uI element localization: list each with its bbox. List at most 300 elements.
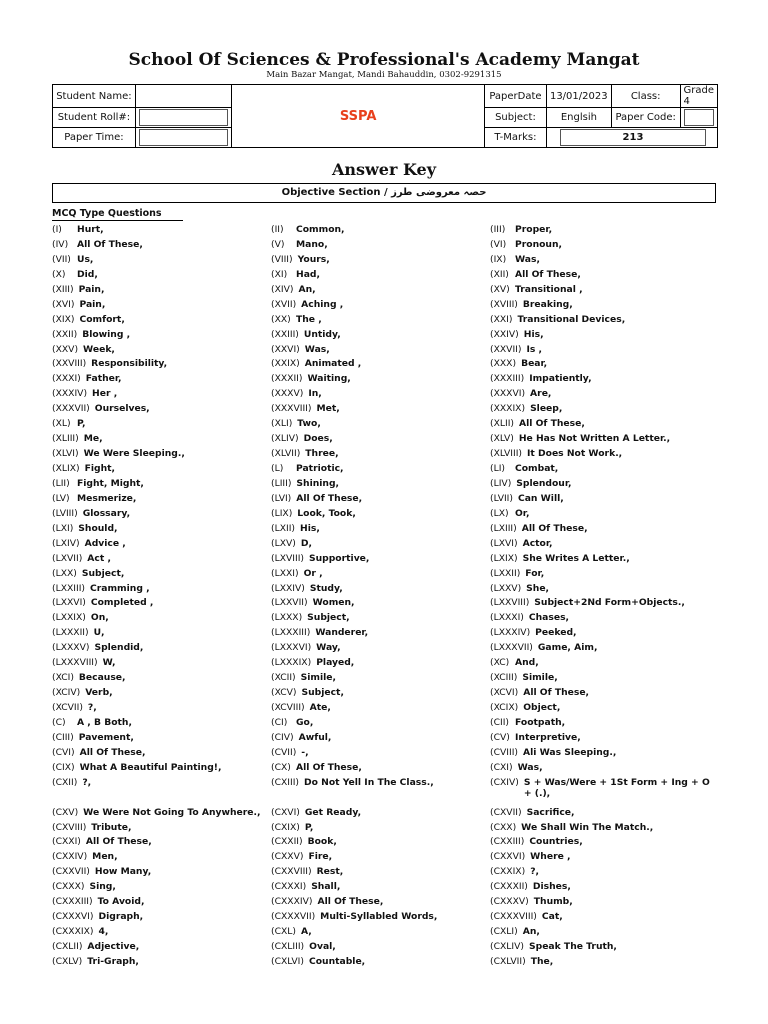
- answer-text: And,: [515, 657, 539, 669]
- answer-item: [271, 284, 496, 299]
- answer-item: [490, 762, 715, 777]
- answer-item: [52, 762, 277, 777]
- student-roll-field[interactable]: [135, 108, 232, 128]
- question-number: (CXXXVIII): [490, 911, 537, 923]
- answer-text: Thumb,: [533, 896, 573, 908]
- answer-text: Tri-Graph,: [87, 955, 139, 967]
- answer-item: [52, 687, 277, 702]
- answer-item: [271, 523, 496, 538]
- question-number: (XXIX): [271, 358, 300, 370]
- answer-item: [271, 314, 496, 329]
- answer-text: Can Will,: [517, 492, 564, 504]
- answer-item: [271, 836, 496, 851]
- answer-text: Her ,: [92, 388, 118, 400]
- school-title: School Of Sciences & Professional's Academy Mangat: [128, 50, 640, 70]
- answer-item: [52, 299, 277, 314]
- question-number: (XCV): [271, 687, 297, 699]
- answer-item: [271, 896, 496, 911]
- answer-text: All Of These,: [515, 268, 581, 280]
- question-number: (LXXIX): [52, 612, 86, 624]
- subject-value: Englsih: [546, 108, 611, 128]
- answer-text: Peeked,: [535, 627, 577, 639]
- answer-item: [52, 732, 277, 747]
- question-number: (CXXXVII): [271, 911, 316, 923]
- answer-item: [271, 299, 496, 314]
- question-number: (CXIX): [271, 821, 300, 833]
- answer-text: Study,: [309, 582, 343, 594]
- answer-text: It Does Not Work.,: [527, 448, 623, 460]
- student-name-field[interactable]: [135, 85, 232, 108]
- question-number: (CXXXVI): [52, 911, 94, 923]
- answer-item: [52, 657, 277, 672]
- question-number: (LXII): [271, 522, 296, 534]
- answer-text: Advice ,: [84, 537, 126, 549]
- question-number: (LXI): [52, 522, 74, 534]
- answer-text: Was,: [517, 761, 543, 773]
- answer-item: [52, 956, 277, 971]
- answer-item: [271, 553, 496, 568]
- question-number: (XXIII): [271, 328, 299, 340]
- question-number: (CXXIII): [490, 836, 525, 848]
- answer-item: [271, 956, 496, 971]
- answer-text: What A Beautiful Painting!,: [79, 761, 222, 773]
- answer-item: [52, 851, 277, 866]
- answer-item: [490, 568, 715, 583]
- answer-item: [271, 762, 496, 777]
- question-number: (CXXX): [52, 881, 85, 893]
- answer-text: Waiting,: [307, 373, 351, 385]
- answer-item: [52, 239, 277, 254]
- question-number: (XL): [52, 418, 71, 430]
- question-number: (CXVII): [490, 806, 522, 818]
- answer-text: Subject,: [301, 687, 344, 699]
- question-number: (XXXVI): [490, 388, 526, 400]
- question-number: (XXII): [52, 328, 78, 340]
- question-number: (XC): [490, 657, 510, 669]
- answer-text: Splendid,: [94, 642, 144, 654]
- answer-text: Oval,: [309, 941, 336, 953]
- question-number: (IV): [52, 238, 69, 250]
- answer-text: Transitional Devices,: [517, 313, 626, 325]
- answer-item: [490, 881, 715, 896]
- question-number: (CXXV): [271, 851, 304, 863]
- question-number: (XLVI): [52, 448, 79, 460]
- answer-text: Supportive,: [309, 552, 370, 564]
- answer-item: [52, 822, 277, 837]
- question-number: (CXVI): [271, 806, 300, 818]
- question-number: (CV): [490, 731, 510, 743]
- section-title: Objective Section / حصہ معروضی طرز: [52, 183, 716, 203]
- question-number: (V): [271, 238, 285, 250]
- question-number: (XCVI): [490, 687, 519, 699]
- answer-item: [271, 254, 496, 269]
- answer-item: [52, 388, 277, 403]
- answer-text: P,: [77, 418, 86, 430]
- paper-code-label: Paper Code:: [611, 108, 680, 128]
- answer-text: Object,: [523, 702, 561, 713]
- question-number: (CIV): [271, 731, 294, 743]
- question-number: (LXXXII): [52, 627, 89, 639]
- answer-item: [490, 299, 715, 314]
- answer-text: All Of These,: [77, 238, 143, 250]
- question-number: (XIV): [271, 283, 294, 295]
- question-number: (LXX): [52, 567, 77, 579]
- answer-text: We Were Not Going To Anywhere.,: [83, 806, 261, 818]
- question-number: (XXVI): [271, 343, 300, 355]
- answer-text: S + Was/Were + 1St Form + Ing + O + (.),: [523, 776, 710, 799]
- subject-label: Subject:: [484, 108, 546, 128]
- paper-code-field[interactable]: [680, 108, 718, 128]
- question-number: (CXI): [490, 761, 513, 773]
- answer-text: Adjective,: [87, 941, 140, 953]
- answer-item: [271, 448, 496, 463]
- answer-item: [490, 612, 715, 627]
- answer-text: All Of These,: [317, 896, 384, 908]
- question-number: (II): [271, 224, 284, 235]
- answer-text: His,: [523, 328, 544, 340]
- answer-text: Fight,: [84, 463, 116, 474]
- question-number: (LXIII): [490, 522, 517, 534]
- answer-text: Had,: [296, 268, 320, 280]
- question-number: (CVI): [52, 746, 75, 758]
- question-number: (X): [52, 268, 66, 280]
- answer-item: [271, 239, 496, 254]
- answer-item: [271, 627, 496, 642]
- paper-code-input[interactable]: [684, 109, 715, 126]
- answer-text: Fire,: [308, 851, 333, 863]
- question-number: (CXVIII): [52, 821, 87, 833]
- answer-item: [52, 224, 277, 239]
- answer-text: Simile,: [522, 672, 558, 684]
- answer-item: [271, 418, 496, 433]
- answer-text: Splendour,: [516, 477, 572, 489]
- answer-item: [52, 448, 277, 463]
- tmarks-field: [546, 128, 717, 148]
- question-number: (CXXXIV): [271, 896, 313, 908]
- question-number: (L): [271, 463, 284, 474]
- answer-text: Multi-Syllabled Words,: [320, 911, 438, 923]
- answer-item: [490, 523, 715, 538]
- question-number: (CXXII): [271, 836, 303, 848]
- answer-item: [490, 597, 715, 612]
- question-number: (CXXXIX): [52, 926, 94, 938]
- question-number: (XII): [490, 268, 509, 280]
- question-number: (LXXXIX): [271, 657, 312, 669]
- answer-text: We Were Sleeping.,: [83, 448, 185, 460]
- answer-text: Animated ,: [304, 358, 362, 370]
- answer-text: Countries,: [529, 836, 583, 848]
- answer-text: Two,: [297, 418, 321, 430]
- answer-item: [52, 911, 277, 926]
- answer-text: Because,: [78, 672, 126, 684]
- answer-text: Women,: [312, 597, 355, 609]
- answer-text: Countable,: [308, 955, 366, 967]
- question-number: (LXXXVI): [271, 642, 312, 654]
- question-number: (XX): [271, 313, 291, 325]
- answer-text: Footpath,: [515, 716, 566, 728]
- paper-date-value: 13/01/2023: [546, 85, 611, 108]
- answer-text: Cramming ,: [90, 582, 150, 594]
- answer-text: A , B Both,: [77, 716, 132, 728]
- question-number: (CXXVI): [490, 851, 526, 863]
- answer-text: The,: [530, 955, 554, 967]
- answer-item: [490, 911, 715, 926]
- question-number: (LVI): [271, 492, 292, 504]
- answer-item: [52, 523, 277, 538]
- answer-text: Pain,: [78, 283, 105, 295]
- answer-text: His,: [300, 522, 320, 534]
- answer-text: Week,: [83, 343, 115, 355]
- class-label: Class:: [611, 85, 680, 108]
- answer-text: How Many,: [94, 866, 152, 878]
- student-roll-input[interactable]: [139, 109, 229, 126]
- question-number: (XXVIII): [52, 358, 87, 370]
- answer-item: [490, 822, 715, 837]
- answer-text: Ali Was Sleeping.,: [523, 746, 617, 758]
- question-number: (LXXXV): [52, 642, 90, 654]
- answer-item: [490, 807, 715, 822]
- answer-text: ?,: [530, 866, 540, 878]
- question-number: (XIII): [52, 283, 74, 295]
- answer-text: All Of These,: [79, 746, 146, 758]
- question-number: (LXXVIII): [490, 597, 530, 609]
- question-number: (CIX): [52, 761, 75, 773]
- answer-item: [490, 538, 715, 553]
- question-number: (CXXVII): [52, 866, 90, 878]
- answer-text: Subject+2Nd Form+Objects.,: [534, 597, 685, 609]
- answer-text: Proper,: [515, 224, 553, 235]
- question-number: (XCVII): [52, 702, 83, 713]
- answer-item: [271, 822, 496, 837]
- question-number: (XXXVIII): [271, 403, 312, 415]
- answer-item: [271, 717, 496, 732]
- question-number: (III): [490, 224, 506, 235]
- answer-text: Mesmerize,: [77, 492, 137, 504]
- answer-item: [490, 448, 715, 463]
- answer-item: [490, 627, 715, 642]
- question-number: (LXXXVIII): [52, 657, 98, 669]
- answer-item: [52, 941, 277, 956]
- question-number: (XIX): [52, 313, 75, 325]
- question-number: (LXXXIV): [490, 627, 531, 639]
- answer-item: [490, 463, 715, 478]
- answer-item: [271, 612, 496, 627]
- answer-item: [52, 463, 277, 478]
- paper-time-field[interactable]: [135, 128, 232, 148]
- answer-text: Chases,: [528, 612, 570, 624]
- question-number: (XLIII): [52, 433, 79, 445]
- answer-item: [271, 851, 496, 866]
- question-number: (XLVII): [271, 448, 301, 460]
- answer-item: [52, 508, 277, 523]
- answer-item: [490, 239, 715, 254]
- question-number: (XCIX): [490, 702, 519, 713]
- answer-item: [271, 687, 496, 702]
- question-number: (XCVIII): [271, 702, 305, 713]
- answers-column-1: [52, 224, 277, 971]
- question-number: (LI): [490, 463, 505, 474]
- answer-text: Game, Aim,: [537, 642, 598, 654]
- answer-item: [490, 433, 715, 448]
- answer-item: [52, 403, 277, 418]
- answer-text: Get Ready,: [304, 806, 362, 818]
- answer-text: Way,: [316, 642, 341, 654]
- answer-text: All Of These,: [519, 418, 585, 430]
- question-number: (XXV): [52, 343, 79, 355]
- answer-text: Should,: [78, 522, 118, 534]
- answer-text: All Of These,: [521, 522, 588, 534]
- mcq-heading: MCQ Type Questions: [52, 208, 183, 221]
- question-number: (XLIV): [271, 433, 299, 445]
- answer-item: [52, 896, 277, 911]
- answer-text: Men,: [92, 851, 118, 863]
- question-number: (CXLI): [490, 926, 518, 938]
- answer-text: Played,: [316, 657, 355, 669]
- question-number: (XXXVII): [52, 403, 90, 415]
- answer-item: [271, 597, 496, 612]
- answer-item: [271, 702, 496, 717]
- question-number: (LVII): [490, 492, 513, 504]
- question-number: (CXXI): [52, 836, 81, 848]
- question-number: (XXXIV): [52, 388, 88, 400]
- answer-text: Dishes,: [532, 881, 571, 893]
- answer-text: An,: [522, 926, 540, 938]
- answer-text: For,: [525, 567, 545, 579]
- question-number: (LXXXI): [490, 612, 524, 624]
- answer-text: Do Not Yell In The Class.,: [304, 776, 434, 788]
- answer-item: [52, 344, 277, 359]
- answer-text: All Of These,: [85, 836, 152, 848]
- sspa-logo: SSPA: [232, 85, 485, 148]
- answer-item: [271, 926, 496, 941]
- paper-time-input[interactable]: [139, 129, 229, 146]
- answer-item: [490, 941, 715, 956]
- question-number: (XCIV): [52, 687, 81, 699]
- question-number: (CXII): [52, 776, 78, 788]
- answer-text: Where ,: [530, 851, 571, 863]
- answer-text: Father,: [85, 373, 122, 385]
- question-number: (CXLV): [52, 955, 83, 967]
- question-number: (CXXVIII): [271, 866, 312, 878]
- answer-item: [271, 866, 496, 881]
- question-number: (CXLIV): [490, 941, 524, 953]
- question-number: (XXXII): [271, 373, 303, 385]
- student-name-label: Student Name:: [53, 85, 136, 108]
- answer-item: [490, 851, 715, 866]
- answer-item: [490, 388, 715, 403]
- question-number: (XI): [271, 268, 288, 280]
- answer-text: W,: [102, 657, 116, 669]
- school-address: Main Bazar Mangat, Mandi Bahauddin, 0302-9291315: [266, 70, 502, 80]
- answer-item: [271, 493, 496, 508]
- question-number: (XXXIII): [490, 373, 525, 385]
- answer-item: [490, 553, 715, 568]
- question-number: (LXXVI): [52, 597, 86, 609]
- answer-item: [271, 373, 496, 388]
- answer-item: [52, 254, 277, 269]
- answer-item: [490, 896, 715, 911]
- answer-text: On,: [90, 612, 109, 624]
- student-info-table: [52, 84, 718, 148]
- answer-text: Bear,: [521, 358, 548, 370]
- question-number: (CXXIV): [52, 851, 88, 863]
- question-number: (LXXXIII): [271, 627, 311, 639]
- answer-text: Patriotic,: [296, 463, 344, 474]
- answer-item: [490, 687, 715, 702]
- answer-item: [490, 403, 715, 418]
- answer-item: [271, 881, 496, 896]
- answer-item: [490, 493, 715, 508]
- answer-item: [490, 478, 715, 493]
- answer-text: Fight, Might,: [77, 477, 144, 489]
- question-number: (XLI): [271, 418, 293, 430]
- question-number: (XLV): [490, 433, 514, 445]
- question-number: (CXV): [52, 806, 79, 818]
- answer-text: Subject,: [81, 567, 125, 579]
- answer-item: [490, 777, 715, 807]
- answer-item: [52, 314, 277, 329]
- answer-item: [271, 642, 496, 657]
- answer-text: Impatiently,: [529, 373, 592, 385]
- question-number: (CXL): [271, 926, 296, 938]
- question-number: (XXXIX): [490, 403, 526, 415]
- answer-item: [52, 358, 277, 373]
- answer-text: A,: [301, 926, 312, 938]
- question-number: (XLII): [490, 418, 515, 430]
- question-number: (XCIII): [490, 672, 518, 684]
- question-number: (LXV): [271, 537, 296, 549]
- answer-item: [271, 269, 496, 284]
- answer-text: An,: [298, 283, 316, 295]
- answer-text: Wanderer,: [315, 627, 369, 639]
- answer-text: All Of These,: [523, 687, 590, 699]
- answer-item: [52, 418, 277, 433]
- answer-item: [52, 881, 277, 896]
- answer-item: [271, 941, 496, 956]
- answer-item: [52, 478, 277, 493]
- answer-text: All Of These,: [296, 761, 362, 773]
- answer-text: Shall,: [311, 881, 341, 893]
- question-number: (LXXVII): [271, 597, 308, 609]
- answer-text: ?,: [82, 776, 92, 788]
- answer-text: Or,: [515, 507, 530, 519]
- question-number: (LXXX): [271, 612, 303, 624]
- answer-item: [490, 657, 715, 672]
- answer-text: Did,: [77, 268, 98, 280]
- question-number: (LXXI): [271, 567, 299, 579]
- question-number: (CXLVII): [490, 955, 526, 967]
- question-number: (LIX): [271, 507, 293, 519]
- answer-text: Simile,: [300, 672, 336, 684]
- question-number: (CXXXII): [490, 881, 528, 893]
- answer-item: [271, 344, 496, 359]
- answer-item: [52, 373, 277, 388]
- answer-item: [490, 956, 715, 971]
- answer-text: Is ,: [526, 343, 543, 355]
- question-number: (LII): [52, 477, 70, 489]
- paper-date-label: PaperDate: [484, 85, 546, 108]
- answer-text: 4,: [98, 926, 109, 938]
- answer-text: All Of These,: [296, 492, 363, 504]
- answer-text: ?,: [87, 702, 97, 713]
- answer-text: Ourselves,: [94, 403, 150, 415]
- answer-item: [490, 254, 715, 269]
- answer-item: [490, 672, 715, 687]
- answer-item: [271, 388, 496, 403]
- question-number: (XVIII): [490, 298, 518, 310]
- answer-item: [490, 358, 715, 373]
- question-number: (XLIX): [52, 463, 80, 474]
